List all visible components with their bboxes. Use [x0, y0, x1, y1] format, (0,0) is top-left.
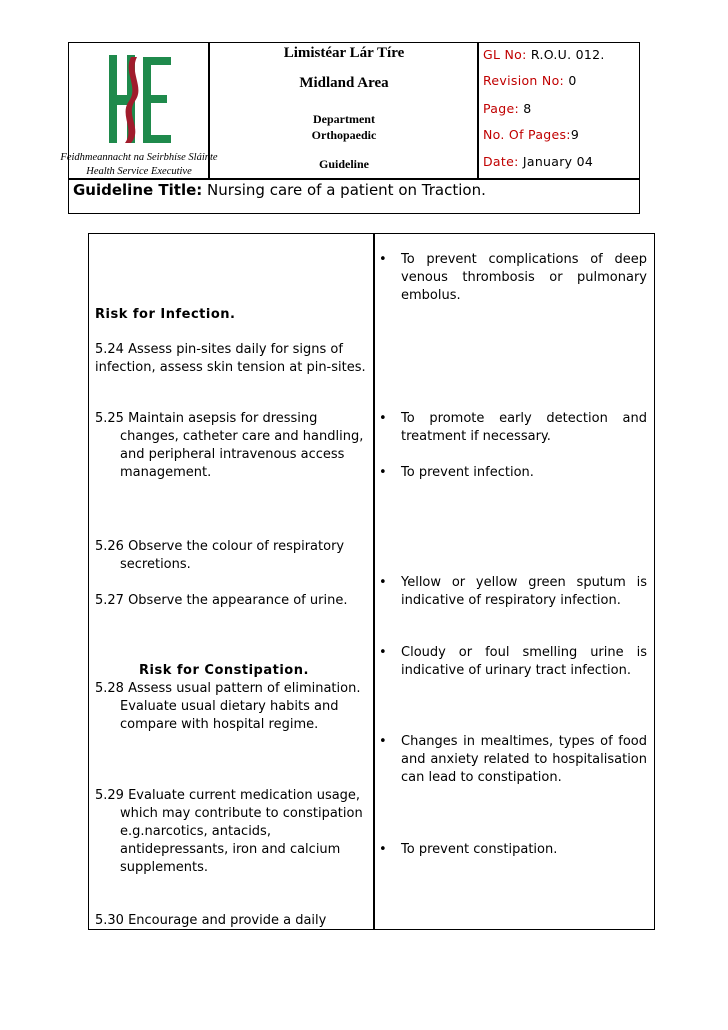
- rationale-text: To prevent complications of deep venous thrombosis or pulmonary embolus.: [401, 252, 647, 303]
- rationale-text: To promote early detection and treatment if necessary.: [401, 411, 647, 444]
- item-5-24: 5.24 Assess pin-sites daily for signs of infection, assess skin tension at pin-sites.: [95, 342, 366, 375]
- rationale-item: [379, 733, 647, 787]
- rationale-text: To prevent infection.: [401, 465, 534, 480]
- column-divider: [373, 234, 375, 929]
- bullet: •: [379, 411, 387, 426]
- bullet: •: [379, 575, 387, 590]
- document-header: [60, 42, 640, 214]
- hse-logo-icon: [60, 43, 218, 179]
- item-5-28: 5.28 Assess usual pattern of elimination. Evaluate usual dietary habits and compare with hospital regime.: [95, 681, 361, 732]
- guideline-title: [73, 181, 486, 199]
- gl-no-value: R.O.U. 012.: [530, 47, 605, 62]
- page-no: [483, 101, 532, 116]
- page-value: 8: [523, 101, 532, 116]
- item-5-27: 5.27 Observe the appearance of urine.: [95, 593, 348, 608]
- rationale-text: Cloudy or foul smelling urine is indicative of urinary tract infection.: [401, 645, 647, 678]
- department: [209, 111, 479, 143]
- rationale-item: [379, 251, 647, 305]
- revision-value: 0: [568, 73, 577, 88]
- area-irish: Limistéar Lár Tíre: [283, 45, 405, 61]
- page-label: Page:: [483, 101, 519, 116]
- rationale-item: [379, 574, 647, 610]
- rationale-item: [379, 464, 647, 482]
- rationale-item: [379, 410, 647, 446]
- svg-text:Feidhmeannacht na Seirbhíse Sl: Feidhmeannacht na Seirbhíse Sláinte: [60, 152, 218, 163]
- bullet: •: [379, 734, 387, 749]
- heading-risk-constipation: Risk for Constipation.: [139, 663, 309, 678]
- rationale-text: Changes in mealtimes, types of food and anxiety related to hospitalisation can lead to constipation.: [401, 734, 647, 785]
- bullet: •: [379, 645, 387, 660]
- doc-type: Guideline: [318, 157, 369, 171]
- title-value: Nursing care of a patient on Traction.: [207, 181, 486, 199]
- item-5-29: 5.29 Evaluate current medication usage, which may contribute to constipation e.g.narcotics, antacids, antidepressants, iron and calcium supplements.: [95, 788, 363, 875]
- bullet: •: [379, 842, 387, 857]
- revision-no: [483, 73, 577, 88]
- title-label: Guideline Title:: [73, 181, 203, 199]
- num-pages: [483, 127, 579, 142]
- date-label: Date:: [483, 154, 519, 169]
- bullet: •: [379, 465, 387, 480]
- rationale-text: Yellow or yellow green sputum is indicative of respiratory infection.: [401, 575, 647, 608]
- department-line2: Orthopaedic: [311, 128, 377, 142]
- rationale-text: To prevent constipation.: [401, 842, 558, 857]
- area-english: Midland Area: [299, 75, 389, 91]
- svg-text:Health Service Executive: Health Service Executive: [86, 166, 192, 177]
- item-5-25: 5.25 Maintain asepsis for dressing changes, catheter care and handling, and peripheral intravenous access management.: [95, 411, 364, 480]
- date-value: January 04: [522, 154, 594, 169]
- department-line1: Department: [313, 112, 375, 126]
- hse-logo: [60, 43, 218, 179]
- bullet: •: [379, 252, 387, 267]
- heading-risk-infection: Risk for Infection.: [95, 307, 236, 322]
- num-pages-label: No. Of Pages:: [483, 127, 571, 142]
- gl-no: [483, 47, 605, 62]
- item-5-30: 5.30 Encourage and provide a daily: [95, 913, 327, 928]
- gl-no-label: GL No:: [483, 47, 527, 62]
- rationale-item: [379, 841, 647, 859]
- rationale-item: [379, 644, 647, 680]
- guideline-table: [88, 233, 655, 930]
- item-5-26: 5.26 Observe the colour of respiratory secretions.: [95, 539, 345, 572]
- date: [483, 154, 593, 169]
- num-pages-value: 9: [570, 127, 580, 142]
- revision-label: Revision No:: [483, 73, 565, 88]
